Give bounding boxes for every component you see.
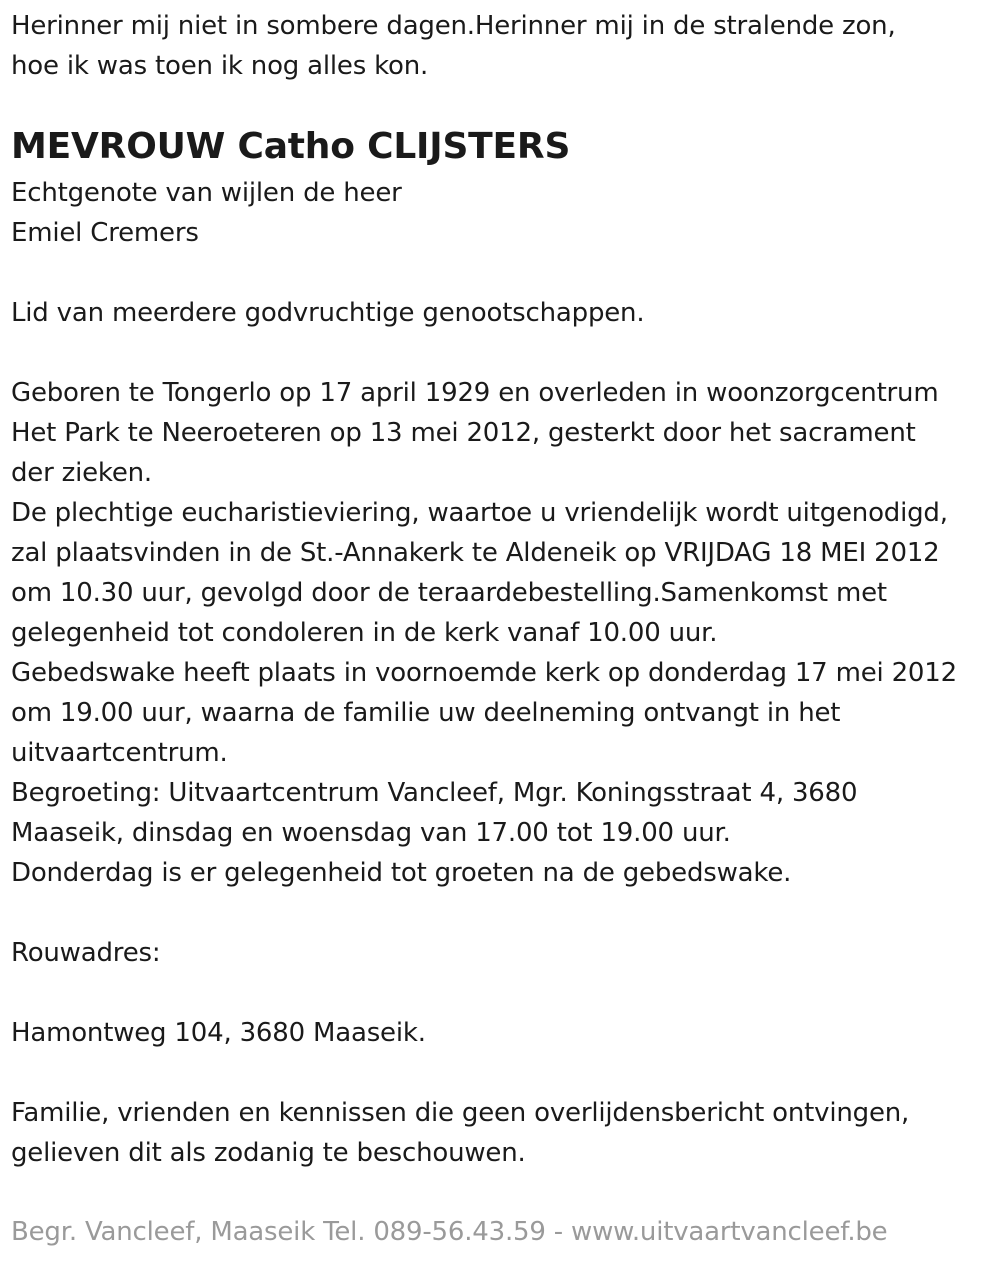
closing-line-1: Familie, vrienden en kennissen die geen overlijdensbericht ontvingen, — [11, 1098, 910, 1128]
motto-line-1: Herinner mij niet in sombere dagen.Herinner mij in de stralende zon, — [11, 11, 896, 41]
spacer — [11, 893, 991, 933]
address-label: Rouwadres: — [11, 938, 161, 968]
detail-line: Gebedswake heeft plaats in voornoemde kerk op donderdag 17 mei 2012 — [11, 658, 957, 688]
motto-line-2: hoe ik was toen ik nog alles kon. — [11, 51, 429, 81]
detail-line: zal plaatsvinden in de St.-Annakerk te Aldeneik op VRIJDAG 18 MEI 2012 — [11, 538, 940, 568]
spouse-line-1: Echtgenote van wijlen de heer — [11, 178, 402, 208]
detail-line: om 10.30 uur, gevolgd door de teraardebestelling.Samenkomst met — [11, 578, 887, 608]
detail-line: Het Park te Neeroeteren op 13 mei 2012, gesterkt door het sacrament — [11, 418, 916, 448]
spouse-line-2: Emiel Cremers — [11, 218, 199, 248]
spacer — [11, 333, 991, 373]
detail-line: De plechtige eucharistieviering, waartoe u vriendelijk wordt uitgenodigd, — [11, 498, 948, 528]
detail-line: om 19.00 uur, waarna de familie uw deelneming ontvangt in het — [11, 698, 841, 728]
detail-line: Begroeting: Uitvaartcentrum Vancleef, Mgr. Koningsstraat 4, 3680 — [11, 778, 858, 808]
detail-line: der zieken. — [11, 458, 152, 488]
mourning-address: Hamontweg 104, 3680 Maaseik. — [11, 1018, 426, 1048]
detail-line: uitvaartcentrum. — [11, 738, 228, 768]
closing-line-2: gelieven dit als zodanig te beschouwen. — [11, 1138, 526, 1168]
deceased-name: MEVROUW Catho CLIJSTERS — [11, 126, 571, 167]
membership-text: Lid van meerdere godvruchtige genootschappen. — [11, 298, 645, 328]
obituary-notice — [11, 6, 991, 1173]
detail-line: Maaseik, dinsdag en woensdag van 17.00 tot 19.00 uur. — [11, 818, 731, 848]
spacer — [11, 253, 991, 293]
detail-line: gelegenheid tot condoleren in de kerk vanaf 10.00 uur. — [11, 618, 718, 648]
detail-line: Geboren te Tongerlo op 17 april 1929 en overleden in woonzorgcentrum — [11, 378, 939, 408]
spacer — [11, 1053, 991, 1093]
spacer — [11, 973, 991, 1013]
funeral-home-footer: Begr. Vancleef, Maaseik Tel. 089-56.43.59 - www.uitvaartvancleef.be — [11, 1217, 888, 1247]
detail-line: Donderdag is er gelegenheid tot groeten na de gebedswake. — [11, 858, 792, 888]
